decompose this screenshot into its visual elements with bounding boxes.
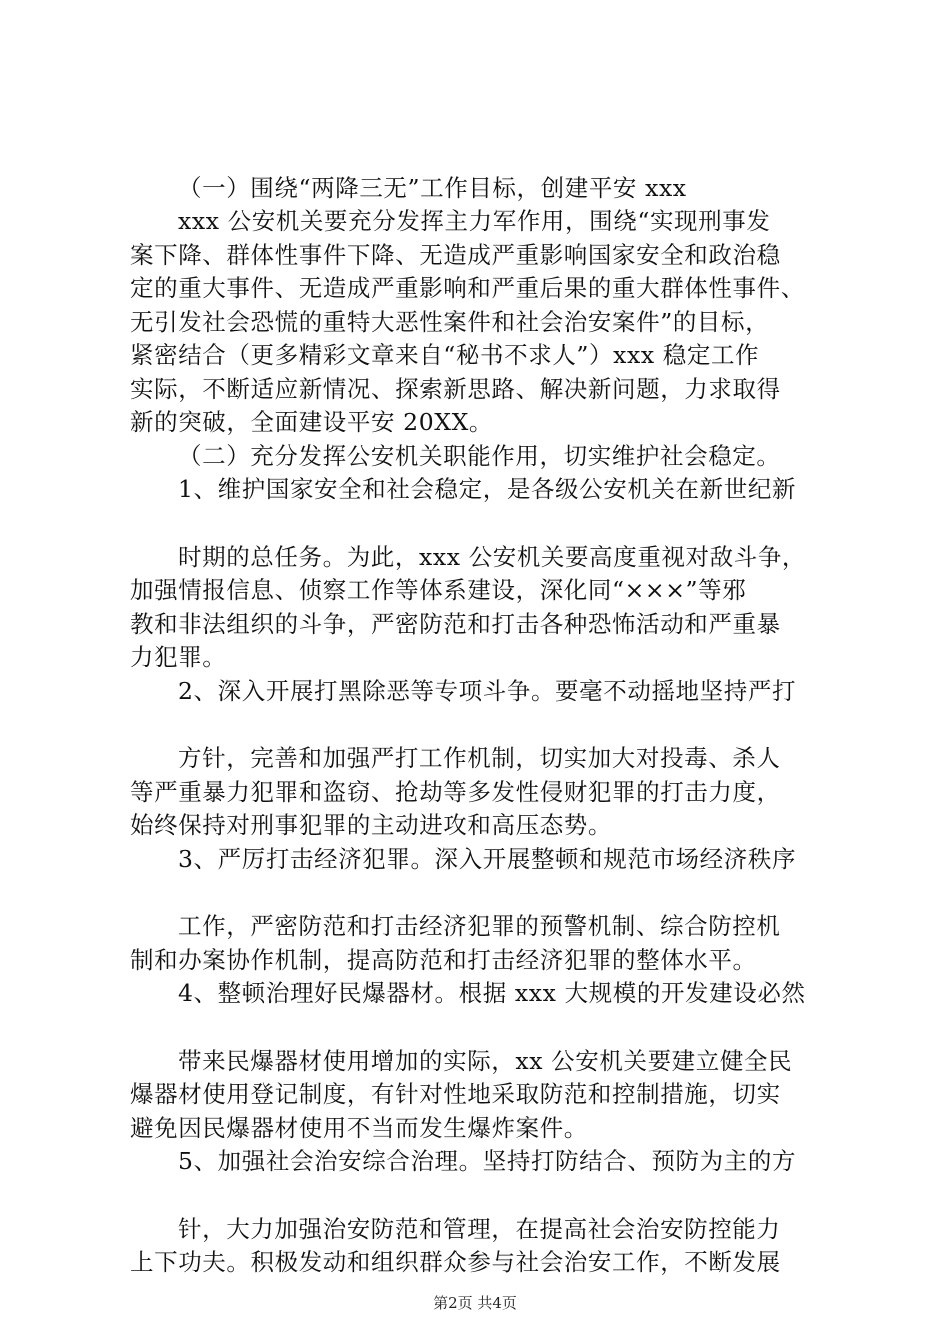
paragraph-line: 针，大力加强治安防范和管理，在提高社会治安防控能力	[178, 1215, 781, 1243]
paragraph-line: 方针，完善和加强严打工作机制，切实加大对投毒、杀人	[178, 744, 781, 772]
paragraph-line: 3、严厉打击经济犯罪。深入开展整顿和规范市场经济秩序	[178, 845, 797, 873]
paragraph-line: 紧密结合（更多精彩文章来自“秘书不求人”）xxx 稳定工作	[130, 341, 760, 369]
paragraph-line: 新的突破，全面建设平安 20XX。	[130, 408, 494, 436]
paragraph-line: 力犯罪。	[130, 643, 227, 671]
page-number-footer: 第2页 共4页	[433, 1294, 517, 1312]
paragraph-line: 制和办案协作机制，提高防范和打击经济犯罪的整体水平。	[130, 946, 757, 974]
paragraph-line: xxx 公安机关要充分发挥主力军作用，围绕“实现刑事发	[178, 207, 771, 235]
paragraph-line: 2、深入开展打黑除恶等专项斗争。要毫不动摇地坚持严打	[178, 677, 797, 705]
paragraph-line: 爆器材使用登记制度，有针对性地采取防范和控制措施，切实	[130, 1080, 781, 1108]
paragraph-line: 带来民爆器材使用增加的实际，xx 公安机关要建立健全民	[178, 1047, 793, 1075]
paragraph-line: 案下降、群体性事件下降、无造成严重影响国家安全和政治稳	[130, 241, 781, 269]
paragraph-line: 始终保持对刑事犯罪的主动进攻和高压态势。	[130, 811, 612, 839]
paragraph-line: 时期的总任务。为此，xxx 公安机关要高度重视对敌斗争，	[178, 543, 807, 571]
paragraph-line: 上下功夫。积极发动和组织群众参与社会治安工作，不断发展	[130, 1248, 781, 1276]
paragraph-line: 加强情报信息、侦察工作等体系建设，深化同“×××”等邪	[130, 576, 747, 604]
paragraph-line: 4、整顿治理好民爆器材。根据 xxx 大规模的开发建设必然	[178, 979, 806, 1007]
paragraph-line: 避免因民爆器材使用不当而发生爆炸案件。	[130, 1114, 588, 1142]
heading-line: （二）充分发挥公安机关职能作用，切实维护社会稳定。	[178, 442, 781, 470]
paragraph-line: 教和非法组织的斗争，严密防范和打击各种恐怖活动和严重暴	[130, 610, 781, 638]
paragraph-line: 定的重大事件、无造成严重影响和严重后果的重大群体性事件、	[130, 274, 805, 302]
paragraph-line: 工作，严密防范和打击经济犯罪的预警机制、综合防控机	[178, 912, 781, 940]
paragraph-line: 实际，不断适应新情况、探索新思路、解决新问题，力求取得	[130, 375, 781, 403]
paragraph-line: 5、加强社会治安综合治理。坚持打防结合、预防为主的方	[178, 1147, 797, 1175]
paragraph-line: 等严重暴力犯罪和盗窃、抢劫等多发性侵财犯罪的打击力度，	[130, 778, 781, 806]
heading-line: （一）围绕“两降三无”工作目标，创建平安 xxx	[178, 174, 687, 202]
paragraph-line: 1、维护国家安全和社会稳定，是各级公安机关在新世纪新	[178, 475, 797, 503]
paragraph-line: 无引发社会恐慌的重特大恶性案件和社会治安案件”的目标，	[130, 308, 770, 336]
